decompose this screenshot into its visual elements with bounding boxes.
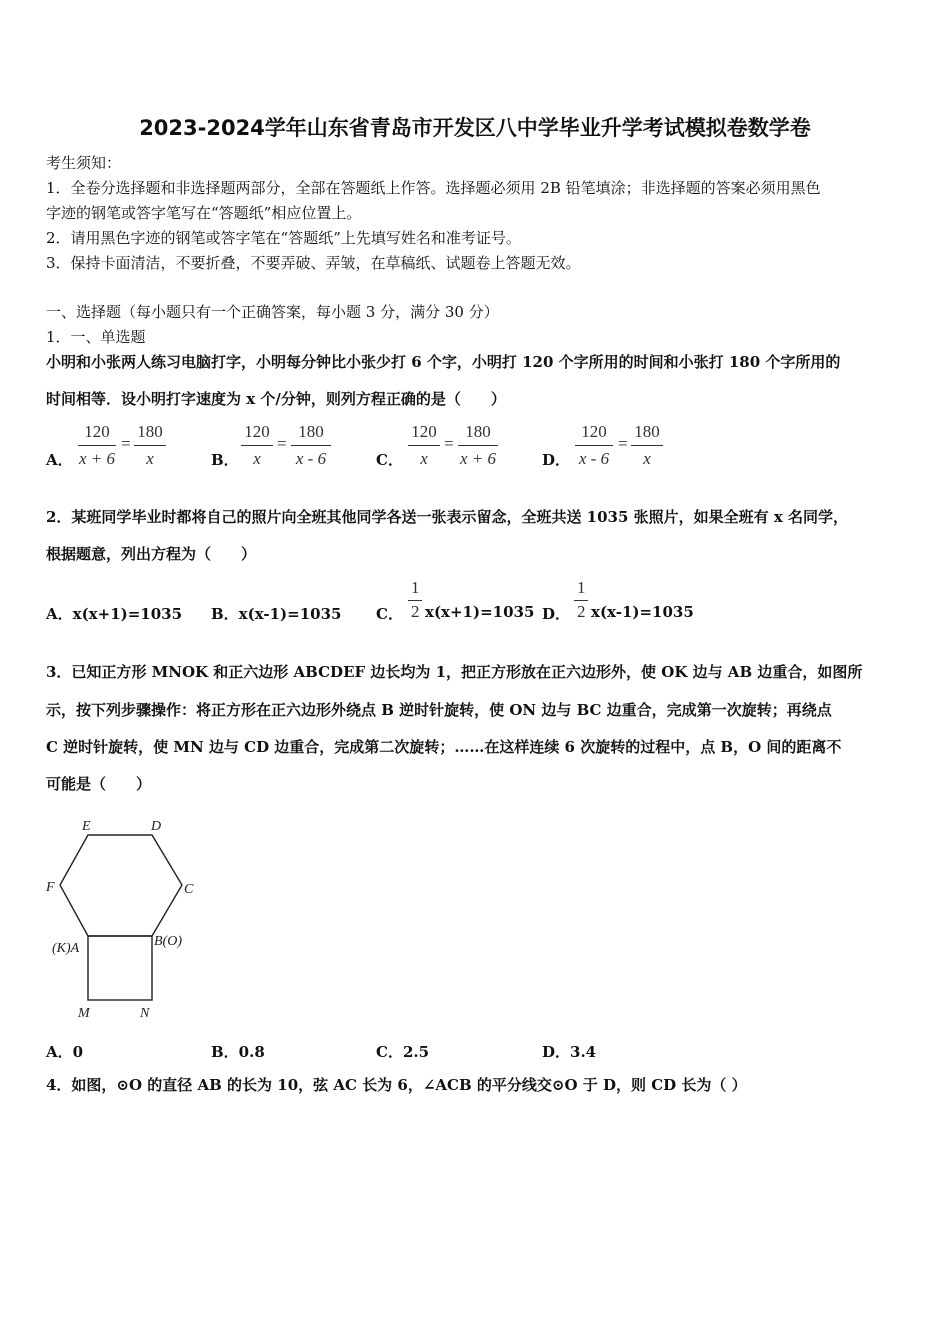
half-numerator: 1: [577, 578, 586, 597]
fraction-bar: [408, 445, 440, 446]
fraction-bar: [458, 445, 498, 446]
fraction-denominator: x: [253, 449, 261, 468]
q3-line-4: 可能是（ ）: [46, 775, 152, 793]
q2-line-1: 2．某班同学毕业时都将自己的照片向全班其他同学各送一张表示留念，全班共送 1035 张照片，如果全班有 x 名同学，: [46, 508, 849, 526]
q2-option-d-text: x(x-1)=1035: [591, 603, 694, 621]
fraction-numerator: 120: [411, 422, 437, 441]
fraction-bar: [575, 445, 613, 446]
label-b-o: B(O): [154, 934, 182, 949]
q1-line-2: 时间相等．设小明打字速度为 x 个/分钟，则列方程正确的是（ ）: [46, 390, 506, 408]
fraction-numerator: 120: [244, 422, 270, 441]
q1-option-a-label: A．: [46, 451, 73, 469]
hexagon-shape: [60, 835, 182, 936]
label-k-a: (K)A: [52, 941, 80, 956]
q3-option-b: B．0.8: [211, 1043, 265, 1061]
hexagon-square-figure: [40, 812, 210, 1024]
equals-sign: =: [277, 434, 287, 453]
square-shape: [88, 936, 152, 1000]
section-heading: 一、选择题（每小题只有一个正确答案，每小题 3 分，满分 30 分）: [46, 303, 499, 321]
notice-item-2: 2．请用黑色字迹的钢笔或答字笔在“答题纸”上先填写姓名和准考证号。: [46, 229, 521, 247]
fraction-bar: [408, 600, 422, 601]
label-e: E: [82, 819, 91, 834]
label-d: D: [151, 819, 162, 834]
fraction-bar: [241, 445, 273, 446]
page-title: 2023-2024学年山东省青岛市开发区八中学毕业升学考试模拟卷数学卷: [139, 116, 811, 140]
fraction-denominator: x: [146, 449, 154, 468]
fraction-denominator: x - 6: [578, 449, 610, 468]
fraction-denominator: x: [643, 449, 651, 468]
half-numerator: 1: [411, 578, 420, 597]
q1-option-b-label: B．: [211, 451, 239, 469]
q3-line-3: C 逆时针旋转，使 MN 边与 CD 边重合，完成第二次旋转；……在这样连续 6 次旋转的过程中，点 B，O 间的距离不: [46, 738, 842, 756]
q4-line-1: 4．如图，⊙O 的直径 AB 的长为 10，弦 AC 长为 6，∠ACB 的平分线交⊙O 于 D，则 CD 长为（ ）: [46, 1076, 747, 1094]
notice-item-1-line-2: 字迹的钢笔或答字笔写在“答题纸”相应位置上。: [46, 204, 362, 222]
q2-option-c-text: x(x+1)=1035: [425, 603, 535, 621]
q2-option-c-label: C．: [376, 605, 403, 623]
q3-line-1: 3．已知正方形 MNOK 和正六边形 ABCDEF 边长均为 1，把正方形放在正六边形外，使 OK 边与 AB 边重合，如图所: [46, 663, 863, 681]
fraction-denominator: x + 6: [78, 449, 116, 468]
q3-option-a: A．0: [46, 1043, 84, 1061]
fraction-numerator: 180: [298, 422, 324, 441]
section-subheading: 1．一、单选题: [46, 328, 146, 346]
fraction-bar: [78, 445, 116, 446]
q3-option-d: D．3.4: [542, 1043, 597, 1061]
fraction-numerator: 120: [581, 422, 607, 441]
q1-line-1: 小明和小张两人练习电脑打字，小明每分钟比小张少打 6 个字，小明打 120 个字所用的时间和小张打 180 个字所用的: [46, 353, 841, 371]
fraction-bar: [631, 445, 663, 446]
fraction-numerator: 120: [84, 422, 110, 441]
q2-option-b: B．x(x-1)=1035: [211, 605, 342, 623]
q2-option-a: A．x(x+1)=1035: [46, 605, 183, 623]
fraction-denominator: x + 6: [459, 449, 497, 468]
fraction-numerator: 180: [137, 422, 163, 441]
fraction-denominator: x: [420, 449, 428, 468]
label-n: N: [140, 1006, 150, 1021]
fraction-bar: [134, 445, 166, 446]
label-c: C: [184, 882, 194, 897]
q2-option-d-label: D．: [542, 605, 571, 623]
q1-option-c-label: C．: [376, 451, 403, 469]
equals-sign: =: [121, 434, 131, 453]
q3-option-c: C．2.5: [376, 1043, 430, 1061]
label-f: F: [46, 880, 55, 895]
equals-sign: =: [444, 434, 454, 453]
notice-item-3: 3．保持卡面清洁，不要折叠，不要弄破、弄皱，在草稿纸、试题卷上答题无效。: [46, 254, 581, 272]
fraction-bar: [291, 445, 331, 446]
fraction-denominator: x - 6: [295, 449, 327, 468]
equals-sign: =: [618, 434, 628, 453]
q2-line-2: 根据题意，列出方程为（ ）: [46, 545, 257, 563]
half-denominator: 2: [411, 602, 420, 621]
fraction-bar: [574, 600, 588, 601]
half-denominator: 2: [577, 602, 586, 621]
notice-heading: 考生须知：: [46, 154, 122, 172]
label-m: M: [78, 1006, 90, 1021]
fraction-numerator: 180: [634, 422, 660, 441]
q3-line-2: 示，按下列步骤操作：将正方形在正六边形外绕点 B 逆时针旋转，使 ON 边与 BC 边重合，完成第一次旋转；再绕点: [46, 701, 832, 719]
notice-item-1-line-1: 1．全卷分选择题和非选择题两部分，全部在答题纸上作答。选择题必须用 2B 铅笔填涂；非选择题的答案必须用黑色: [46, 179, 821, 197]
q1-option-d-label: D．: [542, 451, 571, 469]
fraction-numerator: 180: [465, 422, 491, 441]
